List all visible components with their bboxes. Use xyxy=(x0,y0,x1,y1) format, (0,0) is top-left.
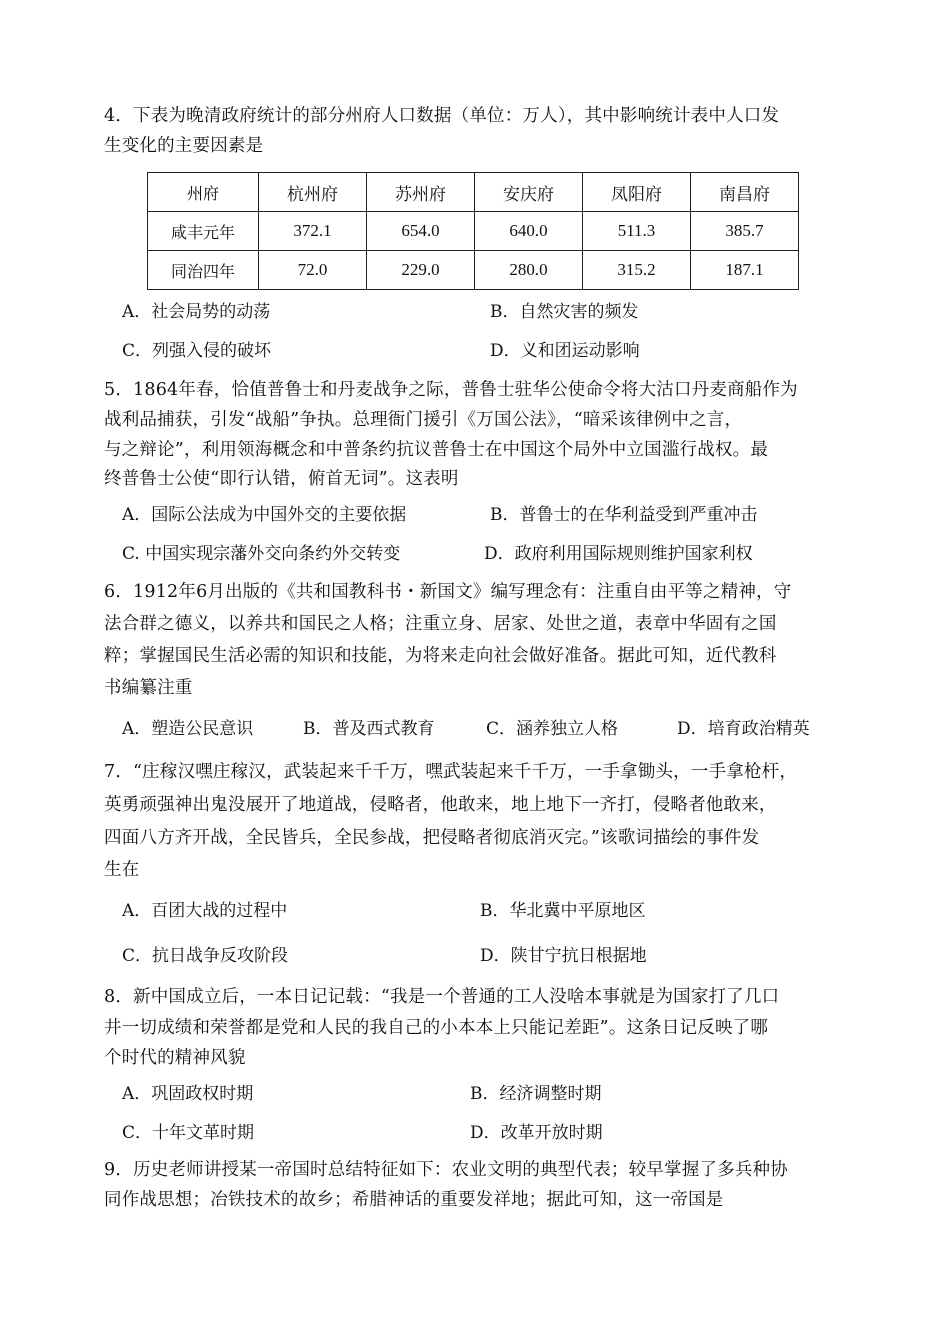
q6-stem-line: 法合群之德义，以养共和国民之人格；注重立身、居家、处世之道，表章中华固有之国 xyxy=(104,614,777,634)
q7-stem-line: 四面八方齐开战，全民皆兵，全民参战，把侵略者彻底消灭完。”该歌词描绘的事件发 xyxy=(104,828,760,848)
table-header-cell: 杭州府 xyxy=(259,173,367,212)
table-cell: 280.0 xyxy=(475,251,583,290)
q4-option-a[interactable]: A．社会局势的动荡 xyxy=(122,302,271,322)
table-header-row xyxy=(148,173,799,212)
q7-option-a[interactable]: A．百团大战的过程中 xyxy=(122,901,288,921)
table-cell: 咸丰元年 xyxy=(148,212,259,251)
table-header-cell: 安庆府 xyxy=(475,173,583,212)
table-cell: 511.3 xyxy=(583,212,691,251)
table-cell: 72.0 xyxy=(259,251,367,290)
q5-option-c[interactable]: C. 中国实现宗藩外交向条约外交转变 xyxy=(122,544,401,564)
q5-stem-line: 与之辩论”，利用领海概念和中普条约抗议普鲁士在中国这个局外中立国滥行战权。最 xyxy=(104,440,769,460)
q7-stem-line: 7．“庄稼汉嘿庄稼汉，武装起来千千万，嘿武装起来千千万，一手拿锄头，一手拿枪杆， xyxy=(104,762,798,782)
table-cell: 同治四年 xyxy=(148,251,259,290)
table-cell: 385.7 xyxy=(691,212,799,251)
q4-option-c[interactable]: C．列强入侵的破坏 xyxy=(122,341,272,361)
population-table xyxy=(147,172,799,290)
q7-option-c[interactable]: C．抗日战争反攻阶段 xyxy=(122,946,289,966)
q5-stem-line: 战利品捕获，引发“战船”争执。总理衙门援引《万国公法》，“暗采该律例中之言， xyxy=(104,410,743,430)
q8-option-a[interactable]: A．巩固政权时期 xyxy=(122,1084,254,1104)
table-cell: 315.2 xyxy=(583,251,691,290)
q6-option-b[interactable]: B．普及西式教育 xyxy=(303,719,435,739)
q5-stem-line: 5．1864年春，恰值普鲁士和丹麦战争之际，普鲁士驻华公使命令将大沽口丹麦商船作为 xyxy=(104,380,798,400)
q7-option-b[interactable]: B．华北冀中平原地区 xyxy=(480,901,646,921)
q8-option-b[interactable]: B．经济调整时期 xyxy=(470,1084,602,1104)
q4-stem-line-1: 4．下表为晚清政府统计的部分州府人口数据（单位：万人），其中影响统计表中人口发 xyxy=(104,106,780,126)
table-header-cell: 南昌府 xyxy=(691,173,799,212)
table-row xyxy=(148,251,799,290)
table-row xyxy=(148,212,799,251)
q8-stem-line: 8．新中国成立后，一本日记记载：“我是一个普通的工人没啥本事就是为国家打了几口 xyxy=(104,987,780,1007)
q4-stem-line-2: 生变化的主要因素是 xyxy=(104,136,264,156)
q8-stem-line: 井一切成绩和荣誉都是党和人民的我自己的小本本上只能记差距”。这条日记反映了哪 xyxy=(104,1018,769,1038)
q7-stem-line: 生在 xyxy=(104,860,140,880)
table-cell: 187.1 xyxy=(691,251,799,290)
table-header-cell: 苏州府 xyxy=(367,173,475,212)
q4-option-d[interactable]: D．义和团运动影响 xyxy=(490,341,640,361)
q6-stem-line: 书编纂注重 xyxy=(104,678,193,698)
q9-stem-line: 9．历史老师讲授某一帝国时总结特征如下：农业文明的典型代表；较早掌握了多兵种协 xyxy=(104,1160,788,1180)
q9-stem-line: 同作战思想；冶铁技术的故乡；希腊神话的重要发祥地；据此可知，这一帝国是 xyxy=(104,1190,724,1210)
q8-option-d[interactable]: D．改革开放时期 xyxy=(470,1123,603,1143)
table-cell: 229.0 xyxy=(367,251,475,290)
q5-option-a[interactable]: A．国际公法成为中国外交的主要依据 xyxy=(122,505,407,525)
table-header-cell: 州府 xyxy=(148,173,259,212)
table-cell: 372.1 xyxy=(259,212,367,251)
q4-option-b[interactable]: B．自然灾害的频发 xyxy=(490,302,639,322)
q6-stem-line: 粹；掌握国民生活必需的知识和技能，为将来走向社会做好准备。据此可知，近代教科 xyxy=(104,646,777,666)
table-cell: 654.0 xyxy=(367,212,475,251)
q6-option-d[interactable]: D．培育政治精英 xyxy=(677,719,810,739)
q8-option-c[interactable]: C．十年文革时期 xyxy=(122,1123,255,1143)
q7-option-d[interactable]: D．陕甘宁抗日根据地 xyxy=(480,946,647,966)
q5-option-b[interactable]: B．普鲁士的在华利益受到严重冲击 xyxy=(490,505,758,525)
q5-option-d[interactable]: D．政府利用国际规则维护国家利权 xyxy=(484,544,753,564)
table-header-cell: 凤阳府 xyxy=(583,173,691,212)
table-cell: 640.0 xyxy=(475,212,583,251)
q7-stem-line: 英勇顽强神出鬼没展开了地道战，侵略者，他敢来，地上地下一齐打，侵略者他敢来， xyxy=(104,795,777,815)
q8-stem-line: 个时代的精神风貌 xyxy=(104,1048,246,1068)
q5-stem-line: 终普鲁士公使“即行认错，俯首无词”。这表明 xyxy=(104,469,459,489)
q6-option-c[interactable]: C．涵养独立人格 xyxy=(486,719,619,739)
q6-option-a[interactable]: A．塑造公民意识 xyxy=(122,719,254,739)
q6-stem-line: 6．1912年6月出版的《共和国教科书・新国文》编写理念有：注重自由平等之精神，守 xyxy=(104,582,792,602)
